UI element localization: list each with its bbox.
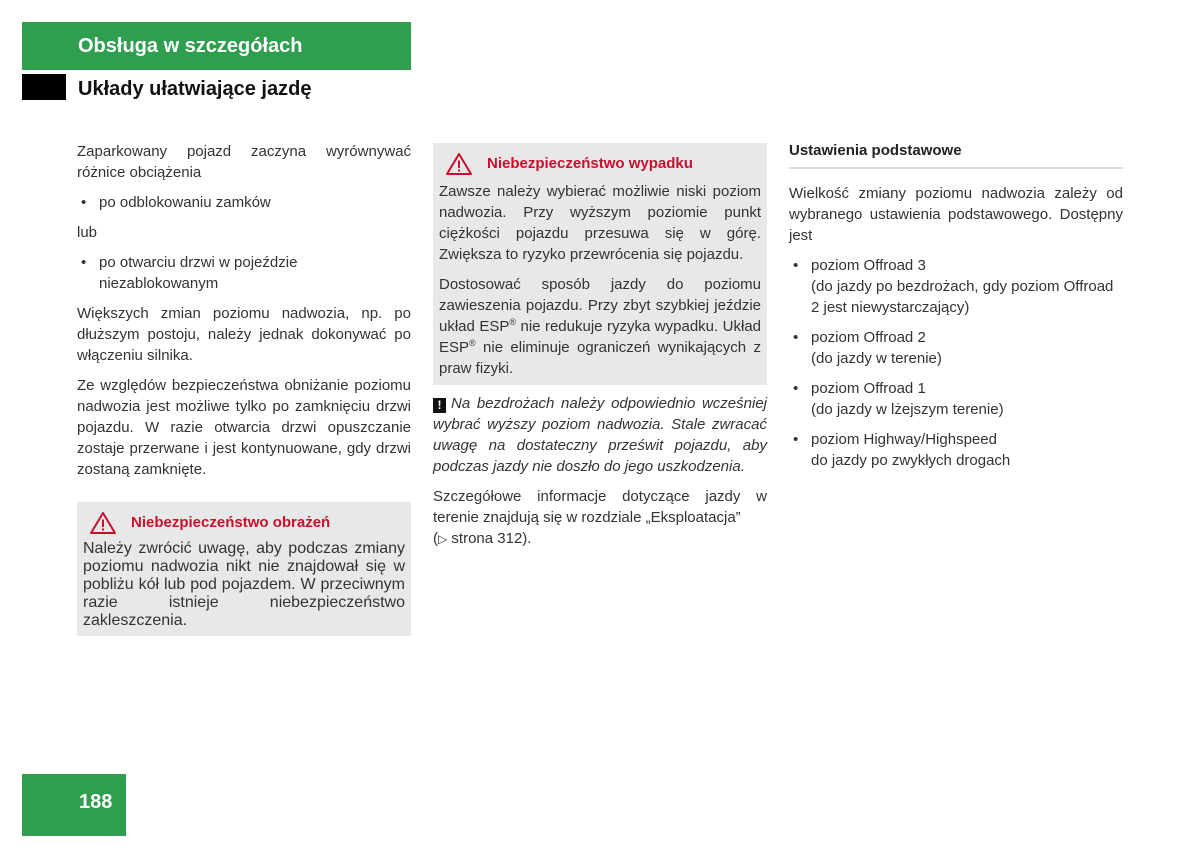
list-item <box>789 327 1123 369</box>
note-text: Na bezdrożach należy odpowiednio wcześniej wybrać wyższy poziom nadwozia. Stale zwracać uwagę na dostateczny prześwit pojazdu, aby podczas jazdy nie doszło do jego uszkodzenia. <box>433 395 767 475</box>
ref-paren: ( <box>433 530 438 547</box>
list-item-label: poziom Offroad 3 <box>811 257 926 274</box>
list-item <box>789 378 1123 420</box>
warning-text-part: nie redukuje ryzyka wypadku. Układ ESP <box>439 318 761 356</box>
warning-title-text: Niebezpieczeństwo wypadku <box>487 155 693 172</box>
warning-title <box>83 510 405 536</box>
list-item-label: poziom Offroad 2 <box>811 329 926 346</box>
intro-paragraph: Zaparkowany pojazd zaczyna wyrównywać różnice obciążenia <box>77 143 411 181</box>
page-ref-arrow-icon: ▷ <box>438 532 448 546</box>
list-item-desc: (do jazdy w terenie) <box>811 350 942 367</box>
warning-paragraph: Zawsze należy wybierać możliwie niski poziom nadwozia. Przy wyższym poziomie punkt ciężkości pojazdu przesuwa się w górę. Zwiększa to ryzyko przewrócenia się pojazdu. <box>439 183 761 263</box>
column-left <box>77 141 411 489</box>
details-paragraph <box>433 486 767 550</box>
details-text: Szczegółowe informacje dotyczące jazdy w terenie znajdują się w rozdziale „Eksploatacja” <box>433 488 767 526</box>
exclamation-icon: ! <box>433 398 446 413</box>
list-item-label: poziom Offroad 1 <box>811 380 926 397</box>
injury-warning-box <box>77 502 411 636</box>
warning-text: Należy zwrócić uwagę, aby podczas zmiany poziomu nadwozia nikt nie znajdował się w pobliżu kół lub pod pojazdem. W przeciwnym razie istnieje niebezpieczeństwo zakleszczenia. <box>83 540 405 629</box>
registered-mark: ® <box>469 338 476 348</box>
list-item <box>789 429 1123 471</box>
registered-mark: ® <box>509 317 516 327</box>
page-number-tab <box>22 774 126 836</box>
damage-note <box>433 393 767 477</box>
intro-paragraph: Wielkość zmiany poziomu nadwozia zależy od wybranego ustawienia podstawowego. Dostępny jest <box>789 185 1123 244</box>
warning-title <box>439 151 761 177</box>
list-item <box>77 252 411 294</box>
warning-triangle-icon <box>89 511 117 535</box>
column-right <box>789 140 1123 480</box>
page-reference-link[interactable]: strona 312). <box>447 530 532 547</box>
paragraph: Większych zmian poziomu nadwozia, np. po dłuższym postoju, należy jednak dokonywać po włączeniu silnika. <box>77 305 411 364</box>
warning-text-part: Dostosować sposób jazdy do poziomu zawieszenia pojazdu. Przy zbyt szybkiej jeździe układ ESP <box>439 276 761 335</box>
paragraph: Ze względów bezpieczeństwa obniżanie poziomu nadwozia jest możliwe tylko po zamknięciu drzwi pojazdu. W razie otwarcia drzwi opuszczanie zostaje przerwane i jest kontynuowane, gdy drzwi zostaną zamknięte. <box>77 377 411 478</box>
section-header-bar <box>22 22 411 70</box>
list-item-text: po odblokowaniu zamków <box>99 194 271 211</box>
subsection-marker <box>22 74 66 100</box>
warning-triangle-icon <box>445 152 473 176</box>
list-item-desc: do jazdy po zwykłych drogach <box>811 452 1011 469</box>
list-item <box>789 255 1123 318</box>
list-item-desc: (do jazdy w lżejszym terenie) <box>811 401 1004 418</box>
subsection-title: Układy ułatwiające jazdę <box>78 78 312 100</box>
list-item <box>77 192 411 213</box>
section-heading: Ustawienia podstawowe <box>789 140 1123 169</box>
section-title: Obsługa w szczegółach <box>78 35 303 57</box>
warning-title-text: Niebezpieczeństwo obrażeń <box>131 514 331 531</box>
page-number: 188 <box>79 791 113 813</box>
list-item-text: po otwarciu drzwi w pojeździe niezablokowanym <box>99 254 298 292</box>
or-text: lub <box>77 224 98 241</box>
list-item-desc: (do jazdy po bezdrożach, gdy poziom Offroad 2 jest niewystarczający) <box>811 278 1114 316</box>
column-middle <box>433 143 767 559</box>
warning-paragraph <box>439 274 761 379</box>
warning-text-part: nie eliminuje ograniczeń wynikających z praw fizyki. <box>439 339 761 377</box>
accident-warning-box <box>433 143 767 385</box>
list-item-label: poziom Highway/Highspeed <box>811 431 997 448</box>
